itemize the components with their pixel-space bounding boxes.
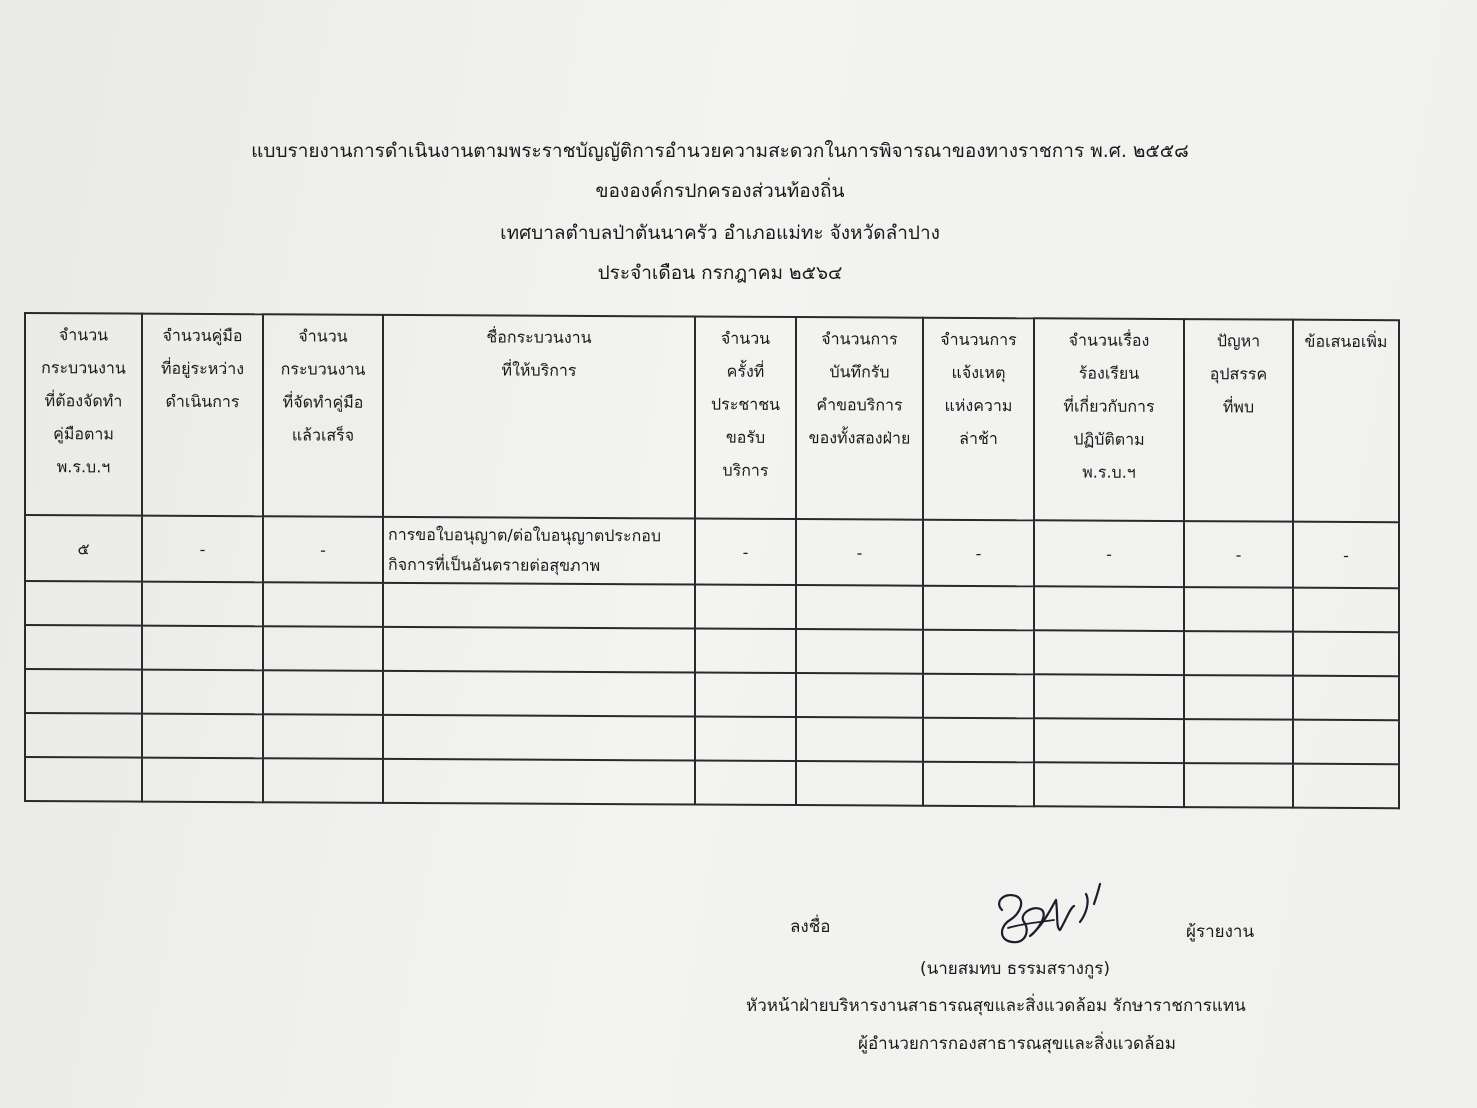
header-manuals-in-progress: จำนวนคู่มือ ที่อยู่ระหว่าง ดำเนินการ: [142, 314, 263, 517]
table-row: [25, 713, 1399, 764]
cell-required: ๕: [25, 515, 142, 582]
reporter-label: ผู้รายงาน: [1186, 922, 1255, 942]
handwritten-signature: [990, 880, 1120, 950]
table-row: [25, 515, 1399, 588]
table-row: [25, 581, 1399, 632]
header-required-processes: จำนวน กระบวนงาน ที่ต้องจัดทำ คู่มือตาม พ.ร.บ.ฯ: [25, 313, 142, 516]
signer-position: หัวหน้าฝ่ายบริหารงานสาธารณสุขและสิ่งแวดล้อม รักษาราชการแทน: [746, 996, 1246, 1016]
table-row: [25, 669, 1399, 720]
header-problems: ปัญหา อุปสรรค ที่พบ: [1184, 319, 1293, 522]
cell-requests: -: [695, 519, 796, 586]
header-service-requests: จำนวน ครั้งที่ ประชาชน ขอรับ บริการ: [695, 317, 796, 520]
cell-completed: -: [263, 516, 383, 583]
report-subtitle: ขององค์กรปกครองส่วนท้องถิ่น: [595, 180, 845, 202]
header-process-name: ชื่อกระบวนงาน ที่ให้บริการ: [383, 315, 695, 519]
signer-position-line2: ผู้อำนวยการกองสาธารณสุขและสิ่งแวดล้อม: [858, 1034, 1176, 1054]
header-delay-notices: จำนวนการ แจ้งเหตุ แห่งความ ล่าช้า: [923, 318, 1034, 521]
signer-name: (นายสมทบ ธรรมสรางกูร): [920, 959, 1110, 979]
header-complaints: จำนวนเรื่อง ร้องเรียน ที่เกี่ยวกับการ ปฏิบัติตาม พ.ร.บ.ฯ: [1034, 318, 1184, 521]
header-manuals-completed: จำนวน กระบวนงาน ที่จัดทำคู่มือ แล้วเสร็จ: [263, 314, 383, 517]
header-suggestions: ข้อเสนอเพิ่ม: [1293, 320, 1399, 523]
cell-recorded: -: [796, 519, 923, 586]
sign-label: ลงชื่อ: [790, 917, 831, 937]
cell-process-name: การขอใบอนุญาต/ต่อใบอนุญาตประกอบ กิจการที่เป็นอันตรายต่อสุขภาพ: [383, 517, 695, 585]
cell-in-progress: -: [142, 516, 263, 583]
cell-suggestions: -: [1293, 522, 1399, 589]
table-row: [25, 757, 1399, 808]
report-title: แบบรายงานการดำเนินงานตามพระราชบัญญัติการอำนวยความสะดวกในการพิจารณาของทางราชการ พ.ศ. ๒๕๕๘: [251, 140, 1189, 162]
table-row: [25, 625, 1399, 676]
table-header-row: [25, 313, 1399, 522]
cell-problems: -: [1184, 521, 1293, 588]
header-recorded-requests: จำนวนการ บันทึกรับ คำขอบริการ ของทั้งสองฝ่าย: [796, 317, 923, 520]
report-table: [24, 312, 1400, 809]
organization-name: เทศบาลตำบลป่าตันนาครัว อำเภอแม่ทะ จังหวัดลำปาง: [500, 222, 940, 244]
report-month: ประจำเดือน กรกฎาคม ๒๕๖๔: [597, 262, 843, 284]
cell-delay-notices: -: [923, 520, 1034, 587]
cell-complaints: -: [1034, 520, 1184, 587]
